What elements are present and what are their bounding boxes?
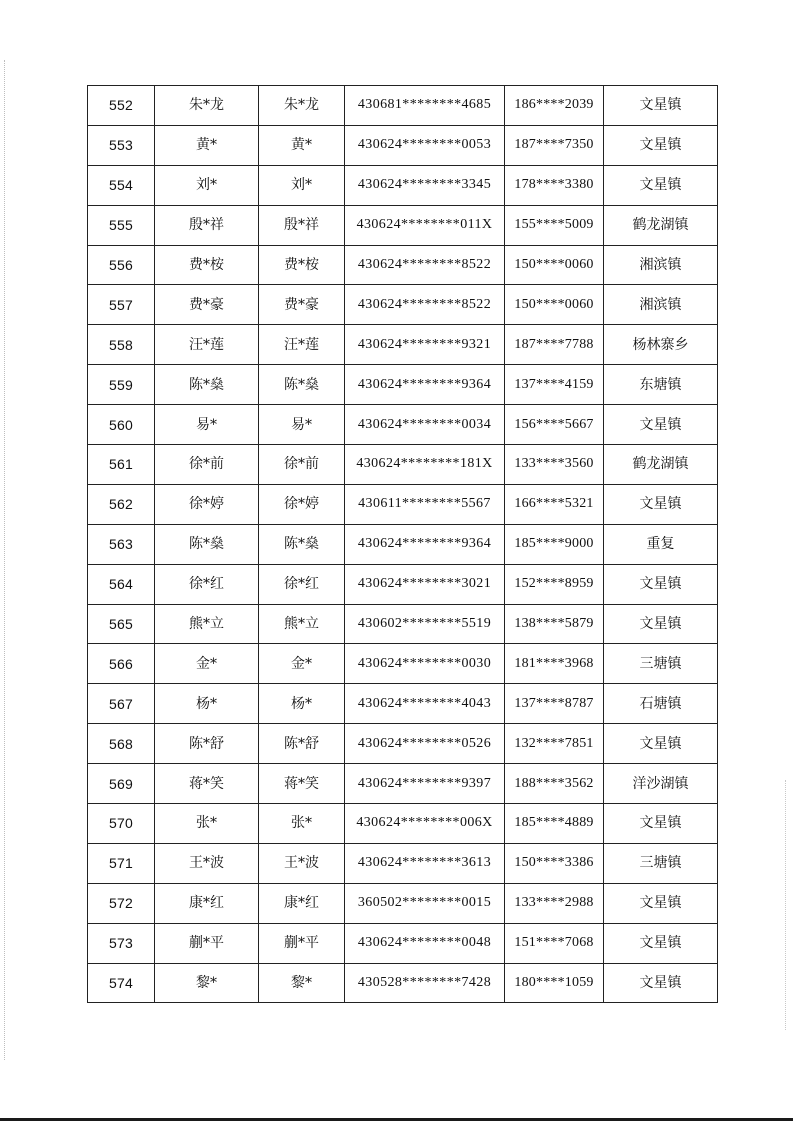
id-number: 360502********0015 (345, 883, 505, 923)
scan-edge-marks (4, 60, 7, 1060)
table-row (88, 484, 718, 524)
holder-name: 刘* (259, 165, 345, 205)
row-number: 555 (88, 205, 155, 245)
phone-number: 186****2039 (505, 86, 604, 126)
applicant-name: 殷*祥 (155, 205, 259, 245)
town-name: 石塘镇 (604, 684, 718, 724)
town-name: 文星镇 (604, 165, 718, 205)
phone-number: 150****0060 (505, 285, 604, 325)
table-row (88, 125, 718, 165)
id-number: 430624********9364 (345, 365, 505, 405)
table-row (88, 843, 718, 883)
town-name: 文星镇 (604, 923, 718, 963)
holder-name: 陈*燊 (259, 365, 345, 405)
id-number: 430624********9397 (345, 764, 505, 804)
applicant-name: 陈*燊 (155, 365, 259, 405)
table-row (88, 165, 718, 205)
roster-table (87, 85, 718, 1003)
row-number: 574 (88, 963, 155, 1003)
phone-number: 156****5667 (505, 405, 604, 445)
applicant-name: 刘* (155, 165, 259, 205)
table-row (88, 245, 718, 285)
row-number: 564 (88, 564, 155, 604)
table-row (88, 325, 718, 365)
row-number: 560 (88, 405, 155, 445)
table-row (88, 405, 718, 445)
row-number: 554 (88, 165, 155, 205)
row-number: 573 (88, 923, 155, 963)
applicant-name: 熊*立 (155, 604, 259, 644)
row-number: 570 (88, 804, 155, 844)
applicant-name: 黄* (155, 125, 259, 165)
town-name: 杨林寨乡 (604, 325, 718, 365)
holder-name: 蒯*平 (259, 923, 345, 963)
town-name: 文星镇 (604, 883, 718, 923)
holder-name: 张* (259, 804, 345, 844)
town-name: 文星镇 (604, 405, 718, 445)
holder-name: 蒋*笑 (259, 764, 345, 804)
applicant-name: 黎* (155, 963, 259, 1003)
row-number: 569 (88, 764, 155, 804)
holder-name: 王*波 (259, 843, 345, 883)
id-number: 430624********0053 (345, 125, 505, 165)
table-row (88, 564, 718, 604)
id-number: 430624********3613 (345, 843, 505, 883)
applicant-name: 陈*舒 (155, 724, 259, 764)
holder-name: 易* (259, 405, 345, 445)
applicant-name: 康*红 (155, 883, 259, 923)
holder-name: 陈*舒 (259, 724, 345, 764)
row-number: 552 (88, 86, 155, 126)
table-row (88, 724, 718, 764)
town-name: 三塘镇 (604, 644, 718, 684)
holder-name: 汪*莲 (259, 325, 345, 365)
phone-number: 133****2988 (505, 883, 604, 923)
applicant-name: 张* (155, 804, 259, 844)
town-name: 文星镇 (604, 604, 718, 644)
row-number: 565 (88, 604, 155, 644)
phone-number: 188****3562 (505, 764, 604, 804)
phone-number: 138****5879 (505, 604, 604, 644)
id-number: 430624********006X (345, 804, 505, 844)
holder-name: 金* (259, 644, 345, 684)
table-row (88, 604, 718, 644)
row-number: 559 (88, 365, 155, 405)
id-number: 430624********3345 (345, 165, 505, 205)
holder-name: 殷*祥 (259, 205, 345, 245)
applicant-name: 陈*燊 (155, 524, 259, 564)
scan-right-marks (785, 780, 787, 1030)
applicant-name: 金* (155, 644, 259, 684)
table-row (88, 205, 718, 245)
id-number: 430624********0034 (345, 405, 505, 445)
bottom-rule (0, 1118, 793, 1121)
table-row (88, 684, 718, 724)
table-row (88, 764, 718, 804)
applicant-name: 朱*龙 (155, 86, 259, 126)
town-name: 文星镇 (604, 963, 718, 1003)
table-row (88, 804, 718, 844)
town-name: 洋沙湖镇 (604, 764, 718, 804)
table-row (88, 86, 718, 126)
row-number: 561 (88, 445, 155, 485)
id-number: 430624********8522 (345, 245, 505, 285)
row-number: 557 (88, 285, 155, 325)
row-number: 568 (88, 724, 155, 764)
holder-name: 康*红 (259, 883, 345, 923)
id-number: 430624********0030 (345, 644, 505, 684)
holder-name: 费*桉 (259, 245, 345, 285)
town-name: 东塘镇 (604, 365, 718, 405)
applicant-name: 费*豪 (155, 285, 259, 325)
phone-number: 187****7350 (505, 125, 604, 165)
phone-number: 152****8959 (505, 564, 604, 604)
row-number: 566 (88, 644, 155, 684)
id-number: 430624********0048 (345, 923, 505, 963)
table-row (88, 524, 718, 564)
applicant-name: 杨* (155, 684, 259, 724)
town-name: 文星镇 (604, 724, 718, 764)
phone-number: 166****5321 (505, 484, 604, 524)
table-row (88, 365, 718, 405)
table-row (88, 445, 718, 485)
applicant-name: 易* (155, 405, 259, 445)
row-number: 571 (88, 843, 155, 883)
applicant-name: 王*波 (155, 843, 259, 883)
table-row (88, 285, 718, 325)
phone-number: 137****8787 (505, 684, 604, 724)
holder-name: 熊*立 (259, 604, 345, 644)
id-number: 430624********9364 (345, 524, 505, 564)
id-number: 430624********4043 (345, 684, 505, 724)
phone-number: 137****4159 (505, 365, 604, 405)
town-name: 文星镇 (604, 484, 718, 524)
holder-name: 陈*燊 (259, 524, 345, 564)
phone-number: 155****5009 (505, 205, 604, 245)
applicant-name: 蒯*平 (155, 923, 259, 963)
id-number: 430624********3021 (345, 564, 505, 604)
town-name: 文星镇 (604, 804, 718, 844)
town-name: 文星镇 (604, 125, 718, 165)
holder-name: 徐*婷 (259, 484, 345, 524)
table-row (88, 883, 718, 923)
applicant-name: 蒋*笑 (155, 764, 259, 804)
phone-number: 132****7851 (505, 724, 604, 764)
applicant-name: 徐*婷 (155, 484, 259, 524)
roster-table-body (88, 86, 718, 1003)
row-number: 553 (88, 125, 155, 165)
holder-name: 杨* (259, 684, 345, 724)
id-number: 430624********8522 (345, 285, 505, 325)
phone-number: 151****7068 (505, 923, 604, 963)
table-row (88, 923, 718, 963)
phone-number: 185****9000 (505, 524, 604, 564)
row-number: 558 (88, 325, 155, 365)
id-number: 430602********5519 (345, 604, 505, 644)
holder-name: 徐*红 (259, 564, 345, 604)
phone-number: 133****3560 (505, 445, 604, 485)
town-name: 文星镇 (604, 86, 718, 126)
id-number: 430611********5567 (345, 484, 505, 524)
table-row (88, 644, 718, 684)
id-number: 430624********181X (345, 445, 505, 485)
town-name: 鹤龙湖镇 (604, 445, 718, 485)
phone-number: 180****1059 (505, 963, 604, 1003)
row-number: 572 (88, 883, 155, 923)
row-number: 567 (88, 684, 155, 724)
holder-name: 费*豪 (259, 285, 345, 325)
id-number: 430528********7428 (345, 963, 505, 1003)
holder-name: 徐*前 (259, 445, 345, 485)
applicant-name: 徐*红 (155, 564, 259, 604)
table-row (88, 963, 718, 1003)
holder-name: 黎* (259, 963, 345, 1003)
row-number: 563 (88, 524, 155, 564)
applicant-name: 汪*莲 (155, 325, 259, 365)
phone-number: 150****3386 (505, 843, 604, 883)
phone-number: 150****0060 (505, 245, 604, 285)
row-number: 562 (88, 484, 155, 524)
town-name: 三塘镇 (604, 843, 718, 883)
holder-name: 朱*龙 (259, 86, 345, 126)
town-name: 重复 (604, 524, 718, 564)
id-number: 430624********0526 (345, 724, 505, 764)
phone-number: 185****4889 (505, 804, 604, 844)
id-number: 430624********011X (345, 205, 505, 245)
applicant-name: 费*桉 (155, 245, 259, 285)
id-number: 430624********9321 (345, 325, 505, 365)
town-name: 文星镇 (604, 564, 718, 604)
holder-name: 黄* (259, 125, 345, 165)
row-number: 556 (88, 245, 155, 285)
town-name: 湘滨镇 (604, 245, 718, 285)
phone-number: 181****3968 (505, 644, 604, 684)
applicant-name: 徐*前 (155, 445, 259, 485)
town-name: 鹤龙湖镇 (604, 205, 718, 245)
town-name: 湘滨镇 (604, 285, 718, 325)
id-number: 430681********4685 (345, 86, 505, 126)
phone-number: 187****7788 (505, 325, 604, 365)
phone-number: 178****3380 (505, 165, 604, 205)
